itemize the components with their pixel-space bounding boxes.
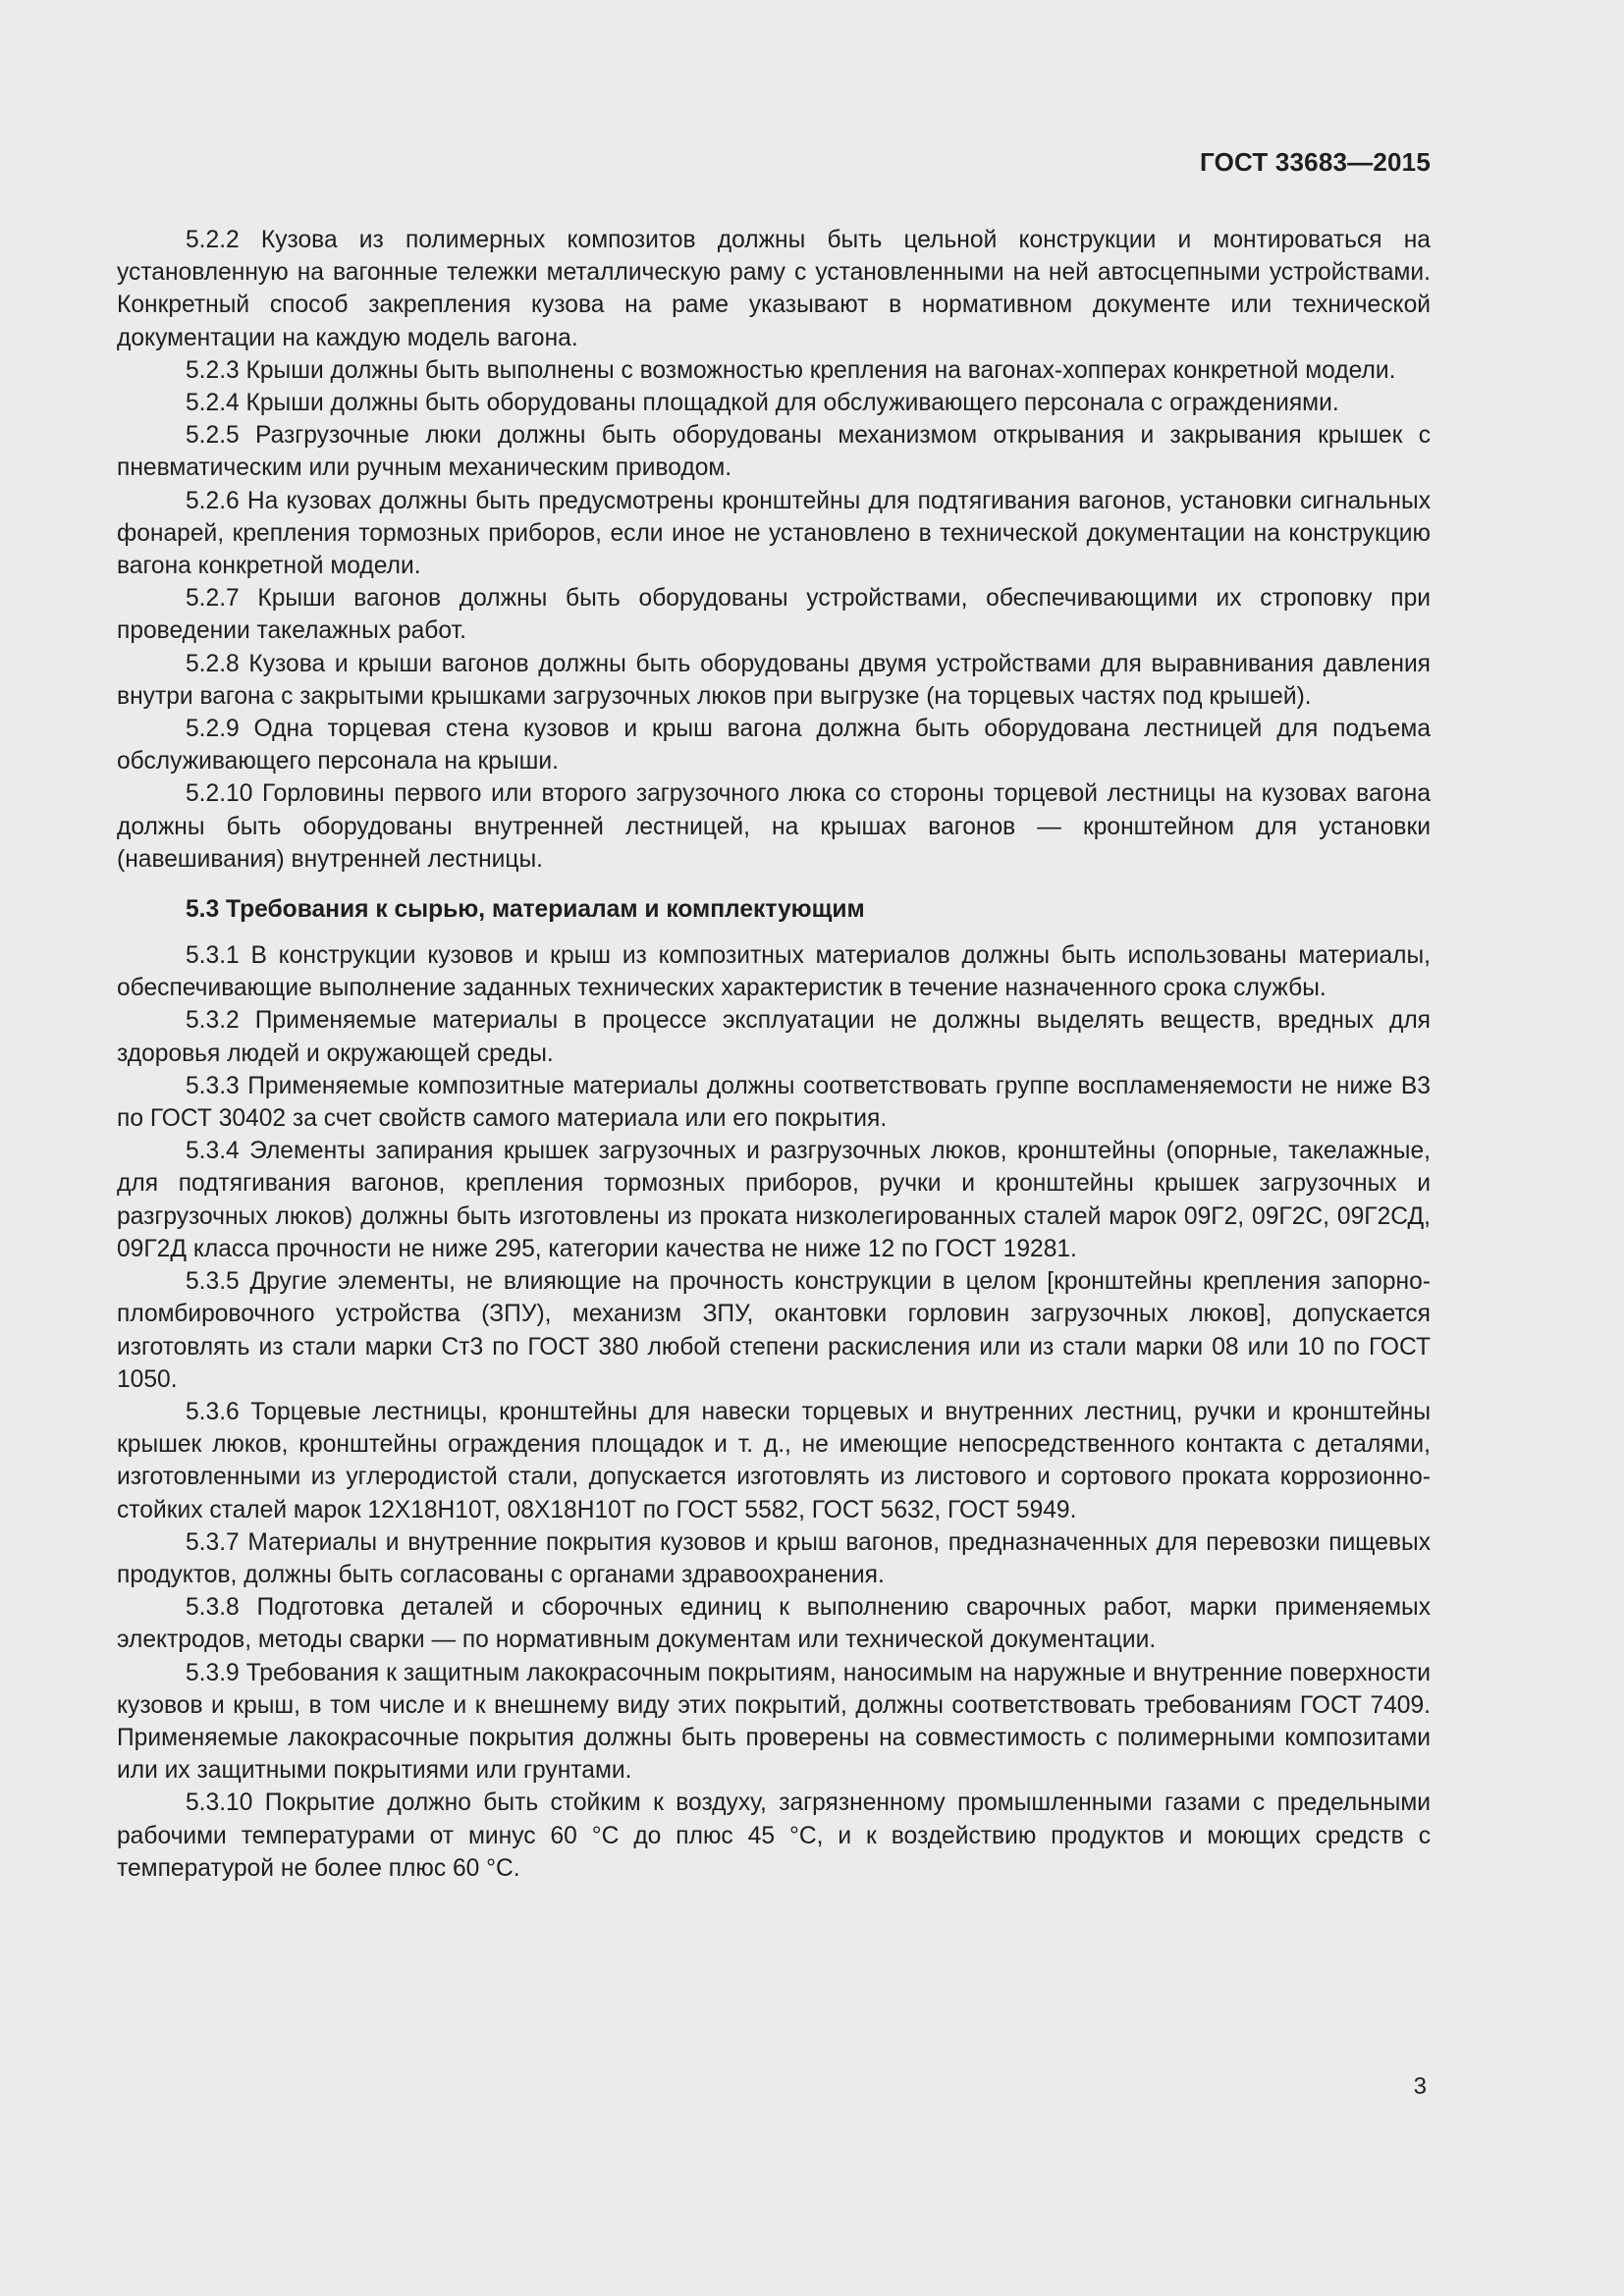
paragraph-5-3-8: 5.3.8 Подготовка деталей и сборочных единиц к выполнению сварочных работ, марки применяемых электродов, методы сварки — по нормативным документам или технической документации.	[117, 1594, 1431, 1654]
paragraph-5-2-2: 5.2.2 Кузова из полимерных композитов должны быть цельной конструкции и монтироваться на установленную на вагонные тележки металлическую раму с установленными на ней автосцепными устройствами. Конкретный способ закрепления кузова на раме указывают в нормативном документе или технической документации на каждую модель вагона.	[117, 227, 1431, 351]
paragraph-5-2-10: 5.2.10 Горловины первого или второго загрузочного люка со стороны торцевой лестницы на кузовах вагона должны быть оборудованы внутренней лестницей, на крышах вагонов — кронштейном для установки (навешивания) внутренней лестницы.	[117, 780, 1431, 873]
paragraph-5-3-2: 5.3.2 Применяемые материалы в процессе эксплуатации не должны выделять веществ, вредных для здоровья людей и окружающей среды.	[117, 1007, 1431, 1067]
paragraph-5-2-8: 5.2.8 Кузова и крыши вагонов должны быть оборудованы двумя устройствами для выравнивания давления внутри вагона с закрытыми крышками загрузочных люков при выгрузке (на торцевых частях под крышей).	[117, 650, 1431, 710]
document-number-header: ГОСТ 33683—2015	[1200, 147, 1431, 177]
paragraph-5-3-4: 5.3.4 Элементы запирания крышек загрузочных и разгрузочных люков, кронштейны (опорные, такелажные, для подтягивания вагонов, крепления тормозных приборов, ручки и кронштейны крышек загрузочных и разгрузочных люков) должны быть изготовлены из проката низколегированных сталей марок 09Г2, 09Г2С, 09Г2СД, 09Г2Д класса прочности не ниже 295, категории качества не ниже 12 по ГОСТ 19281.	[117, 1138, 1431, 1262]
paragraph-5-3-5: 5.3.5 Другие элементы, не влияющие на прочность конструкции в целом [кронштейны крепления запорно-пломбировочного устройства (ЗПУ), механизм ЗПУ, окантовки горловин загрузочных люков], допускается изготовлять из стали марки Ст3 по ГОСТ 380 любой степени раскисления или из стали марки 08 или 10 по ГОСТ 1050.	[117, 1268, 1431, 1393]
paragraph-5-3-7: 5.3.7 Материалы и внутренние покрытия кузовов и крыш вагонов, предназначенных для перевозки пищевых продуктов, должны быть согласованы с органами здравоохранения.	[117, 1528, 1431, 1588]
paragraph-5-3-9: 5.3.9 Требования к защитным лакокрасочным покрытиям, наносимым на наружные и внутренние поверхности кузовов и крыш, в том числе и к внешнему виду этих покрытий, должны соответствовать требованиям ГОСТ 7409. Применяемые лакокрасочные покрытия должны быть проверены на совместимость с полимерными композитами или их защитными покрытиями или грунтами.	[117, 1659, 1431, 1785]
paragraph-5-2-5: 5.2.5 Разгрузочные люки должны быть оборудованы механизмом открывания и закрывания крышек с пневматическим или ручным механическим приводом.	[117, 422, 1431, 482]
paragraph-5-3-3: 5.3.3 Применяемые композитные материалы должны соответствовать группе воспламеняемости не ниже В3 по ГОСТ 30402 за счет свойств самого материала или его покрытия.	[117, 1072, 1431, 1133]
document-body	[117, 224, 1431, 1885]
page-number: 3	[1413, 2073, 1427, 2100]
section-heading-5-3: 5.3 Требования к сырью, материалам и комплектующим	[186, 896, 865, 924]
paragraph-5-2-4: 5.2.4 Крыши должны быть оборудованы площадкой для обслуживающего персонала с ограждениями.	[186, 390, 1339, 417]
paragraph-5-2-9: 5.2.9 Одна торцевая стена кузовов и крыш вагона должна быть оборудована лестницей для подъема обслуживающего персонала на крыши.	[117, 716, 1431, 775]
paragraph-5-3-1: 5.3.1 В конструкции кузовов и крыш из композитных материалов должны быть использованы материалы, обеспечивающие выполнение заданных технических характеристик в течение назначенного срока службы.	[117, 942, 1431, 1002]
paragraph-5-3-6: 5.3.6 Торцевые лестницы, кронштейны для навески торцевых и внутренних лестниц, ручки и кронштейны крышек люков, кронштейны ограждения площадок и т. д., не имеющие непосредственного контакта с деталями, изготовленными из углеродистой стали, допускается изготовлять из листового и сортового проката коррозионно-стойких сталей марок 12Х18Н10Т, 08Х18Н10Т по ГОСТ 5582, ГОСТ 5632, ГОСТ 5949.	[117, 1398, 1431, 1523]
paragraph-5-2-7: 5.2.7 Крыши вагонов должны быть оборудованы устройствами, обеспечивающими их строповку при проведении такелажных работ.	[117, 585, 1431, 645]
paragraph-5-2-6: 5.2.6 На кузовах должны быть предусмотрены кронштейны для подтягивания вагонов, установки сигнальных фонарей, крепления тормозных приборов, если иное не установлено в технической документации на конструкцию вагона конкретной модели.	[117, 487, 1431, 580]
paragraph-5-3-10: 5.3.10 Покрытие должно быть стойким к воздуху, загрязненному промышленными газами с предельными рабочими температурами от минус 60 °С до плюс 45 °С, и к воздействию продуктов и моющих средств с температурой не более плюс 60 °С.	[117, 1789, 1431, 1882]
paragraph-5-2-3: 5.2.3 Крыши должны быть выполнены с возможностью крепления на вагонах-хопперах конкретной модели.	[186, 356, 1396, 384]
